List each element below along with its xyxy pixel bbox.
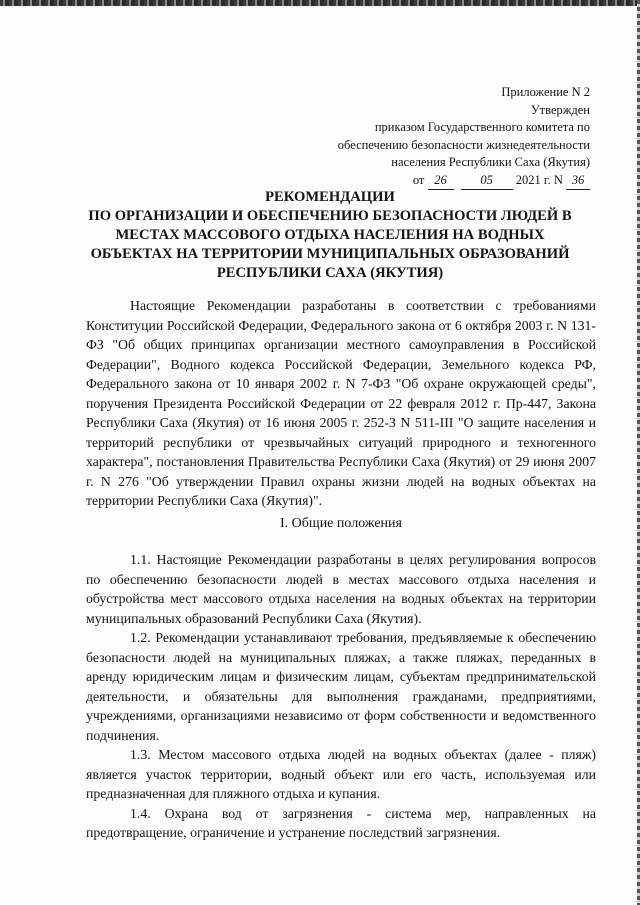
appendix-block	[270, 84, 590, 190]
date-prefix: от	[412, 172, 425, 187]
title-line-3: МЕСТАХ МАССОВОГО ОТДЫХА НАСЕЛЕНИЯ НА ВОДНЫХ	[115, 227, 545, 243]
approval-line-3: населения Республики Саха (Якутия)	[391, 155, 590, 169]
appendix-number: Приложение N 2	[501, 85, 590, 99]
date-year: 2021 г. N	[515, 172, 563, 187]
scan-top-edge	[0, 0, 640, 6]
paragraph-1-3: 1.3. Местом массового отдыха людей на водных объектах (далее - пляж) является участок территории, водный объект или его часть, используемая или предназначенная для пляжного отдыха и купания.	[86, 747, 596, 801]
approval-line-1: приказом Государственного комитета по	[374, 120, 590, 134]
title-line-1: РЕКОМЕНДАЦИИ	[265, 189, 395, 205]
paragraph-1-2: 1.2. Рекомендации устанавливают требования, предъявляемые к обеспечению безопасности людей на муниципальных пляжах, а также пляжах, переданных в аренду юридическим лицам и физическим лицам, субъектам предпринимательской деятельности, и обязательны для выполнения гражданами, предприятиями, учреждениями, организациями независимо от форм собственности и ведомственного подчинения.	[86, 630, 596, 743]
paragraph-1-4: 1.4. Охрана вод от загрязнения - система мер, направленных на предотвращение, ограничение и устранение последствий загрязнения.	[86, 805, 596, 840]
document-title	[60, 188, 600, 283]
title-line-5: РЕСПУБЛИКИ САХА (ЯКУТИЯ)	[216, 265, 444, 281]
intro-paragraph: Настоящие Рекомендации разработаны в соответствии с требованиями Конституции Российской Федерации, Федерального закона от 6 октября 2003 г. N 131-ФЗ "Об общих принципах организации местного самоуправления в Российской Федерации", Водного кодекса Российской Федерации, Земельного кодекса РФ, Федерального закона от 10 января 2002 г. N 7-ФЗ "Об охране окружающей среды", поручения Президента Российской Федерации от 22 февраля 2012 г. Пр-447, Закона Республики Саха (Якутия) от 16 июня 2005 г. 252-З N 511-III "О защите населения и территорий республики от чрезвычайных ситуаций природного и техногенного характера", постановления Правительства Республики Саха (Якутия) от 29 июня 2007 г. N 276 "Об утверждении Правил охраны жизни людей на водных объектах на территории Республики Саха (Якутия)".	[86, 298, 596, 508]
title-line-2: ПО ОРГАНИЗАЦИИ И ОБЕСПЕЧЕНИЮ БЕЗОПАСНОСТИ ЛЮДЕЙ В	[88, 208, 572, 224]
order-number: 36	[566, 172, 590, 191]
approved-label: Утвержден	[530, 102, 590, 117]
section-heading: I. Общие положения	[280, 516, 402, 531]
date-month: 05	[461, 172, 513, 191]
paragraph-1-1: 1.1. Настоящие Рекомендации разработаны в целях регулирования вопросов по обеспечению безопасности людей в местах массового отдыха населения и обустройства мест массового отдыха населения на водных объектах на территории муниципальных образований Республики Саха (Якутия).	[86, 552, 596, 626]
approval-line-2: обеспечению безопасности жизнедеятельности	[337, 137, 590, 152]
date-day: 26	[428, 172, 454, 191]
title-line-4: ОБЪЕКТАХ НА ТЕРРИТОРИИ МУНИЦИПАЛЬНЫХ ОБРАЗОВАНИЙ	[90, 246, 570, 262]
section-body	[86, 550, 596, 843]
